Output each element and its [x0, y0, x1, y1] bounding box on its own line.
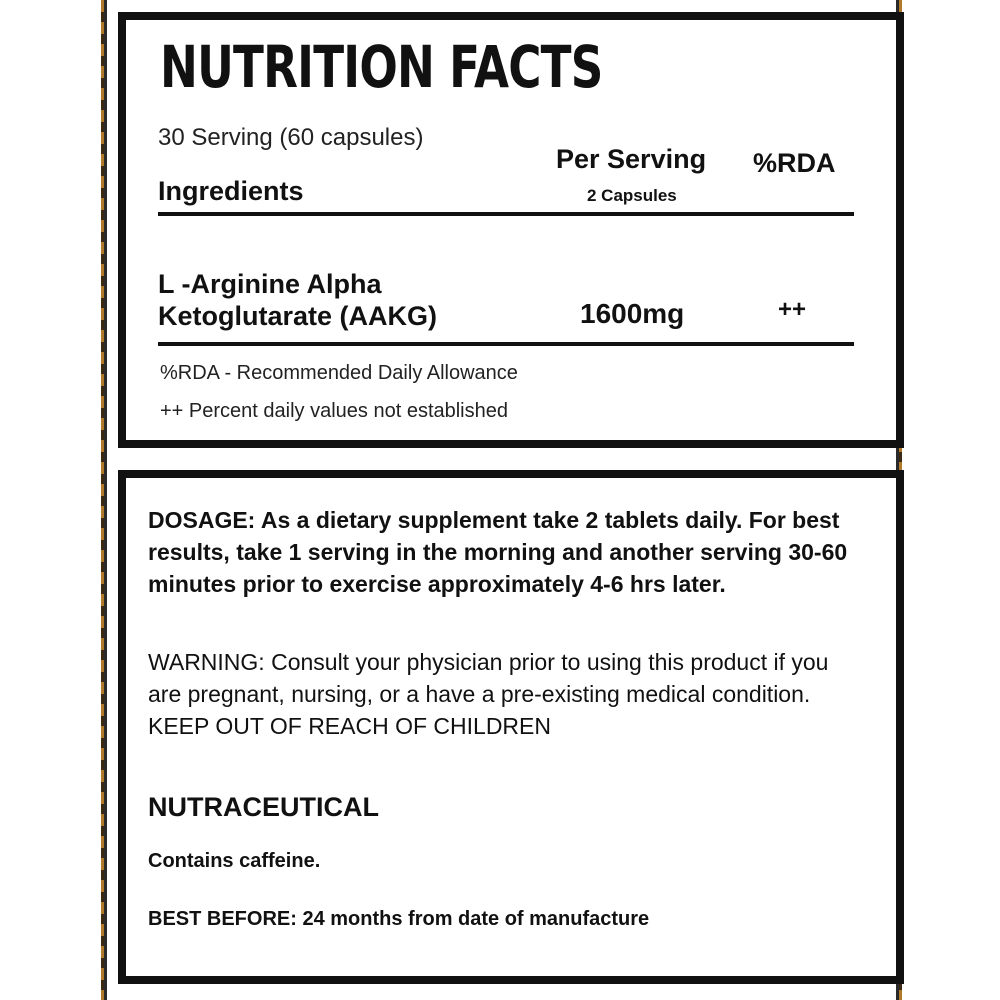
left-background-edge — [0, 0, 107, 1000]
header-divider — [158, 212, 854, 216]
dosage-text: DOSAGE: As a dietary supplement take 2 tablets daily. For best results, take 1 serving in the morning and another serving 30-60 minutes prior to exercise approximately 4-6 hrs later. — [148, 507, 848, 597]
nutrition-facts-title: NUTRITION FACTS — [160, 33, 603, 101]
nutraceutical-heading: NUTRACEUTICAL — [148, 792, 379, 822]
rda-header: %RDA — [753, 148, 836, 178]
ingredient-divider — [158, 342, 854, 346]
ingredient-amount: 1600mg — [580, 298, 685, 329]
footnote-rda: %RDA - Recommended Daily Allowance — [160, 362, 518, 384]
warning-text: WARNING: Consult your physician prior to using this product if you are pregnant, nursing, or a have a pre-existing medical condition. KEEP OUT OF REACH OF CHILDREN — [148, 649, 829, 739]
ingredient-name-line-1: L -Arginine Alpha — [158, 269, 382, 299]
per-serving-header: Per Serving — [556, 144, 707, 174]
ingredient-name-line-2: Ketoglutarate (AAKG) — [158, 301, 438, 331]
servings-info: 30 Serving (60 capsules) — [158, 124, 424, 151]
caffeine-notice: Contains caffeine. — [148, 850, 321, 872]
ingredient-rda: ++ — [778, 296, 807, 323]
per-serving-subheader: 2 Capsules — [587, 186, 677, 205]
footnote-percent: ++ Percent daily values not established — [160, 400, 508, 422]
ingredients-header: Ingredients — [158, 176, 304, 206]
product-info-panel — [118, 470, 904, 984]
right-background-edge — [896, 0, 1000, 1000]
best-before-text: BEST BEFORE: 24 months from date of manufacture — [148, 908, 650, 930]
ingredient-name — [158, 268, 538, 332]
nutrition-facts-panel — [118, 12, 904, 448]
